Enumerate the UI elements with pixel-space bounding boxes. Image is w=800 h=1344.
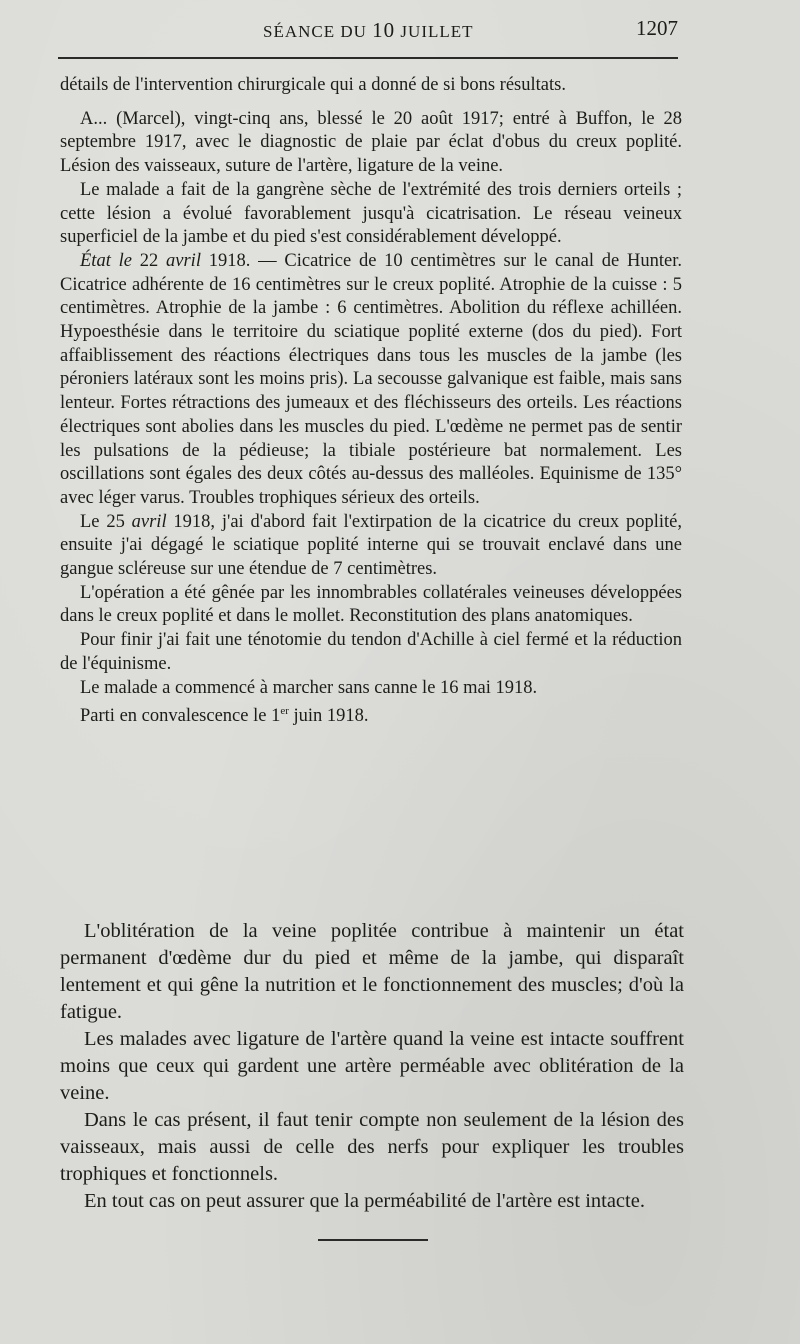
case-state-month: avril [166, 250, 201, 271]
running-head [263, 18, 474, 43]
case-paragraph-4 [60, 250, 682, 511]
case-paragraph-1: détails de l'intervention chirurgicale qui a donné de si bons résultats. [60, 75, 566, 95]
case-paragraph-7: Pour finir j'ai fait une ténotomie du tendon d'Achille à ciel fermé et la réduction de l'équinisme. [60, 630, 682, 674]
discussion [60, 918, 684, 1215]
discussion-paragraph-2: Les malades avec ligature de l'artère quand la veine est intacte souffrent moins que ceux qui gardent une artère perméable avec oblitération de la veine. [60, 1028, 684, 1104]
case-state-text: 1918. — Cicatrice de 10 centimètres sur le canal de Hunter. Cicatrice adhérente de 16 centimètres sur le creux poplité. Atrophie de la cuisse : 5 centimètres. Atrophie de la jambe : 6 centimètres. Abolition du réflexe achilléen. Hypoesthésie dans le territoire du sciatique poplité externe (dos du pied). Fort affaiblissement des réactions électriques dans tous les muscles de la jambe (les péroniers latéraux sont les moins pris). La secousse galvanique est faible, mais sans lenteur. Fortes rétractions des jumeaux et des fléchisseurs des orteils. Les réactions électriques sont abolies dans les muscles du pied. L'œdème ne permet pas de sentir les pulsations de la pédieuse; la tibiale postérieure bat normalement. Les oscillations sont égales des deux côtés au-dessus des malléoles. Equinisme de 135° avec léger varus. Troubles trophiques sérieux des orteils. [60, 250, 683, 508]
case-paragraph-2: A... (Marcel), vingt-cinq ans, blessé le 20 août 1917; entré à Buffon, le 28 septembre 1917, avec le diagnostic de plaie par éclat d'obus du creux poplité. Lésion des vaisseaux, suture de l'artère, ligature de la veine. [60, 108, 682, 177]
end-rule [318, 1239, 428, 1241]
case-report [60, 74, 682, 729]
discussion-paragraph-4: En tout cas on peut assurer que la perméabilité de l'artère est intacte. [84, 1190, 645, 1212]
case-state-date: 22 [131, 250, 167, 271]
page-number: 1207 [636, 16, 678, 40]
case-paragraph-5 [60, 511, 682, 582]
case-state-label: État le [80, 250, 132, 271]
running-head-month: JUILLET [395, 22, 474, 41]
discharge-ordinal: er [280, 705, 289, 718]
discussion-paragraph-1: L'oblitération de la veine poplitée contribue à maintenir un état permanent d'œdème dur du pied et même de la jambe, qui disparaît lentement et qui gêne la nutrition et le fonctionnement des muscles; d'où la fatigue. [60, 920, 684, 1023]
header-rule [58, 57, 678, 59]
operation-text: 1918, j'ai d'abord fait l'extirpation de la cicatrice du creux poplité, ensuite j'ai dégagé le sciatique poplité interne qui se trouvait enclavé dans une gangue scléreuse sur une étendue de 7 centimètres. [60, 511, 682, 580]
case-paragraph-3: Le malade a fait de la gangrène sèche de l'extrémité des trois derniers orteils ; cette lésion a évolué favorablement jusqu'à cicatrisation. Le réseau veineux superficiel de la jambe et du pied s'est considérablement développé. [60, 179, 682, 248]
case-paragraph-8: Le malade a commencé à marcher sans canne le 16 mai 1918. [80, 677, 538, 698]
discharge-date: juin 1918. [288, 706, 369, 727]
running-head-day: 10 [372, 18, 396, 42]
operation-date: Le 25 [80, 511, 132, 532]
discharge-text: Parti en convalescence le 1 [80, 706, 281, 727]
case-paragraph-9 [60, 700, 682, 729]
page-header [58, 16, 678, 46]
operation-month: avril [131, 511, 167, 532]
running-head-text: SÉANCE DU [263, 22, 373, 41]
discussion-paragraph-3: Dans le cas présent, il faut tenir compte non seulement de la lésion des vaisseaux, mais aussi de celle des nerfs pour expliquer les troubles trophiques et fonctionnels. [60, 1109, 684, 1185]
case-paragraph-6: L'opération a été gênée par les innombrables collatérales veineuses développées dans le creux poplité et dans le mollet. Reconstitution des plans anatomiques. [60, 582, 682, 627]
